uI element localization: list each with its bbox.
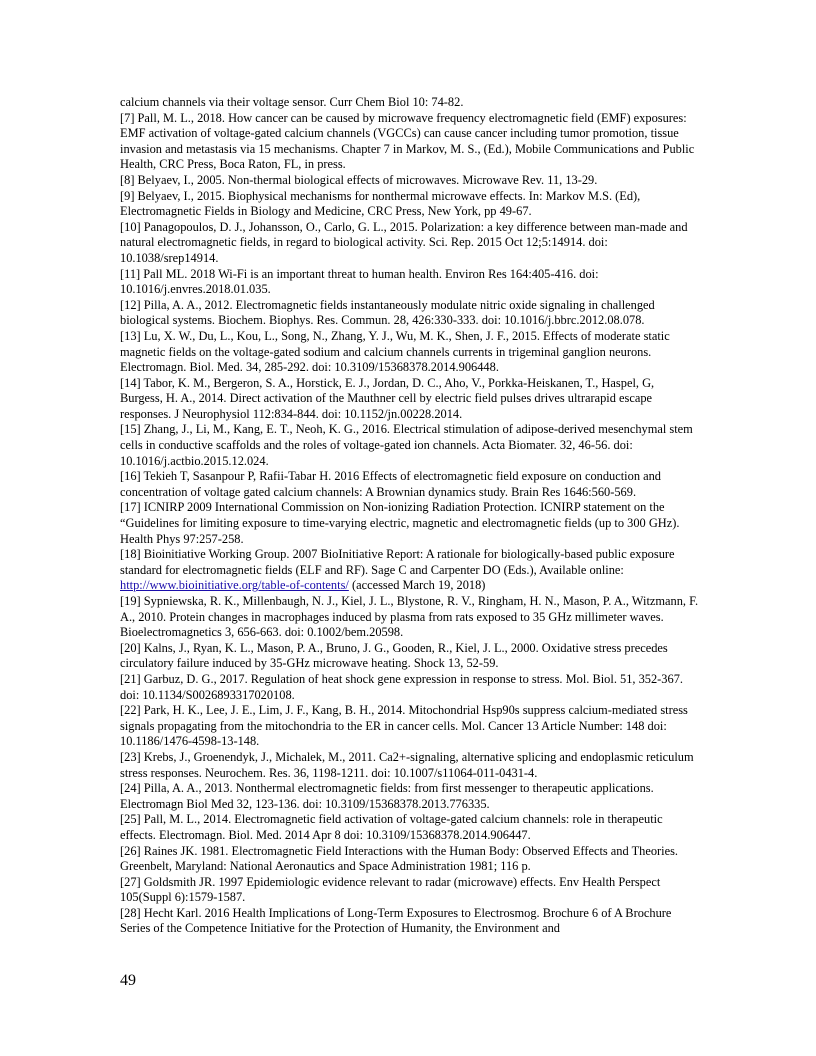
- reference-item: [120, 906, 700, 937]
- reference-text: [9] Belyaev, I., 2015. Biophysical mechanisms for nonthermal microwave effects. In: Markov M.S. (Ed), Electromagnetic Fields in Biology and Medicine, CRC Press, New York, pp 49-67.: [120, 188, 641, 219]
- reference-text: [18] Bioinitiative Working Group. 2007 BioInitiative Report: A rationale for biologically-based public exposure standard for electromagnetic fields (ELF and RF). Sage C and Carpenter DO (Eds.), Available online:: [120, 547, 675, 577]
- reference-text: [20] Kalns, J., Ryan, K. L., Mason, P. A., Bruno, J. G., Gooden, R., Kiel, J. L., 2000. Oxidative stress precedes circulatory failure induced by 35-GHz microwave heating. Shock 13, 52-59.: [120, 640, 668, 671]
- reference-item: [120, 500, 700, 547]
- reference-item: [120, 173, 700, 189]
- reference-item: [120, 594, 700, 641]
- bioinitiative-link[interactable]: http://www.bioinitiative.org/table-of-contents/: [120, 578, 349, 593]
- reference-item: [120, 95, 700, 111]
- reference-text: [25] Pall, M. L., 2014. Electromagnetic field activation of voltage-gated calcium channels: role in therapeutic effects. Electromagn. Biol. Med. 2014 Apr 8 doi: 10.3109/15368378.2014.906447.: [120, 812, 663, 842]
- reference-item: [120, 641, 700, 672]
- reference-item: [120, 189, 700, 220]
- reference-item: [120, 111, 700, 173]
- reference-text: [15] Zhang, J., Li, M., Kang, E. T., Neoh, K. G., 2016. Electrical stimulation of adipose-derived mesenchymal stem cells in conductive scaffolds and the roles of voltage-gated ion channels. Acta Biomater. 32, 46-56. doi: 10.1016/j.actbio.2015.12.024.: [120, 422, 693, 468]
- reference-text: [7] Pall, M. L., 2018. How cancer can be caused by microwave frequency electromagnetic field (EMF) exposures: EMF activation of voltage-gated calcium channels (VGCCs) can cause cancer including tumor promotion, tissue invasion and metastasis via 15 mechanisms. Chapter 7 in Markov, M. S., (Ed.), Mobile Communications and Public Health, CRC Press, Boca Raton, FL, in press.: [120, 110, 695, 172]
- reference-item: [120, 844, 700, 875]
- reference-item: [120, 703, 700, 750]
- reference-text-after-link: (accessed March 19, 2018): [348, 578, 486, 593]
- reference-text: [27] Goldsmith JR. 1997 Epidemiologic evidence relevant to radar (microwave) effects. Env Health Perspect 105(Suppl 6):1579-1587.: [120, 874, 661, 905]
- reference-item: [120, 422, 700, 469]
- reference-text: [26] Raines JK. 1981. Electromagnetic Field Interactions with the Human Body: Observed Effects and Theories. Greenbelt, Maryland: National Aeronautics and Space Administration 1981; 116 p.: [120, 843, 679, 874]
- reference-text: [23] Krebs, J., Groenendyk, J., Michalek, M., 2011. Ca2+-signaling, alternative splicing and endoplasmic reticulum stress responses. Neurochem. Res. 36, 1198-1211. doi: 10.1007/s11064-011-0431-4.: [120, 749, 694, 780]
- reference-text: [28] Hecht Karl. 2016 Health Implications of Long-Term Exposures to Electrosmog. Brochure 6 of A Brochure Series of the Competence Initiative for the Protection of Humanity, the Environment and: [120, 905, 672, 936]
- reference-text: [10] Panagopoulos, D. J., Johansson, O., Carlo, G. L., 2015. Polarization: a key difference between man-made and natural electromagnetic fields, in regard to biological activity. Sci. Rep. 2015 Oct 12;5:14914. doi: 10.1038/srep14914.: [120, 219, 688, 265]
- reference-text: [17] ICNIRP 2009 International Commission on Non-ionizing Radiation Protection. ICNIRP statement on the “Guidelines for limiting exposure to time-varying electric, magnetic and electromagnetic fields (up to 300 GHz). Health Phys 97:257-258.: [120, 500, 680, 546]
- reference-text: [11] Pall ML. 2018 Wi-Fi is an important threat to human health. Environ Res 164:405-416. doi: 10.1016/j.envres.2018.01.035.: [120, 266, 599, 297]
- reference-item: [120, 750, 700, 781]
- reference-item: [120, 329, 700, 376]
- reference-text: [14] Tabor, K. M., Bergeron, S. A., Horstick, E. J., Jordan, D. C., Aho, V., Porkka-Heiskanen, T., Haspel, G, Burgess, H. A., 2014. Direct activation of the Mauthner cell by electric field pulses drives ultrarapid escape responses. J Neurophysiol 112:834-844. doi: 10.1152/jn.00228.2014.: [120, 375, 655, 421]
- reference-item: [120, 875, 700, 906]
- reference-item: [120, 220, 700, 267]
- reference-text: [13] Lu, X. W., Du, L., Kou, L., Song, N., Zhang, Y. J., Wu, M. K., Shen, J. F., 2015. Effects of moderate static magnetic fields on the voltage-gated sodium and calcium channels currents in trigeminal ganglion neurons. Electromagn. Biol. Med. 34, 285-292. doi: 10.3109/15368378.2014.906448.: [120, 328, 670, 375]
- reference-text: [19] Sypniewska, R. K., Millenbaugh, N. J., Kiel, J. L., Blystone, R. V., Ringham, H. N., Mason, P. A., Witzmann, F. A., 2010. Protein changes in macrophages induced by plasma from rats exposed to 35 GHz millimeter waves. Bioelectromagnetics 3, 656-663. doi: 0.1002/bem.20598.: [120, 594, 699, 640]
- reference-item: [120, 469, 700, 500]
- reference-text: [16] Tekieh T, Sasanpour P, Rafii-Tabar H. 2016 Effects of electromagnetic field exposure on conduction and concentration of voltage gated calcium channels: A Brownian dynamics study. Brain Res 1646:560-569.: [120, 469, 661, 499]
- reference-text: [21] Garbuz, D. G., 2017. Regulation of heat shock gene expression in response to stress. Mol. Biol. 51, 352-367. doi: 10.1134/S0026893317020108.: [120, 671, 683, 702]
- reference-item: [120, 298, 700, 329]
- reference-item: [120, 547, 700, 594]
- reference-item: [120, 267, 700, 298]
- reference-text: [8] Belyaev, I., 2005. Non-thermal biological effects of microwaves. Microwave Rev. 11, 13-29.: [120, 172, 598, 187]
- reference-text: [24] Pilla, A. A., 2013. Nonthermal electromagnetic fields: from first messenger to therapeutic applications. Electromagn Biol Med 32, 123-136. doi: 10.3109/15368378.2013.776335.: [120, 781, 654, 811]
- reference-text: calcium channels via their voltage sensor. Curr Chem Biol 10: 74-82.: [120, 95, 464, 109]
- reference-text: [22] Park, H. K., Lee, J. E., Lim, J. F., Kang, B. H., 2014. Mitochondrial Hsp90s suppress calcium-mediated stress signals propagating from the mitochondria to the ER in cancer cells. Mol. Cancer 13 Article Number: 148 doi: 10.1186/1476-4598-13-148.: [120, 703, 688, 749]
- reference-text: [12] Pilla, A. A., 2012. Electromagnetic fields instantaneously modulate nitric oxide signaling in challenged biological systems. Biochem. Biophys. Res. Commun. 28, 426:330-333. doi: 10.1016/j.bbrc.2012.08.078.: [120, 297, 655, 328]
- reference-item: [120, 781, 700, 812]
- reference-item: [120, 672, 700, 703]
- page-number: 49: [120, 972, 136, 989]
- reference-list: [120, 95, 700, 937]
- reference-item: [120, 376, 700, 423]
- reference-item: [120, 812, 700, 843]
